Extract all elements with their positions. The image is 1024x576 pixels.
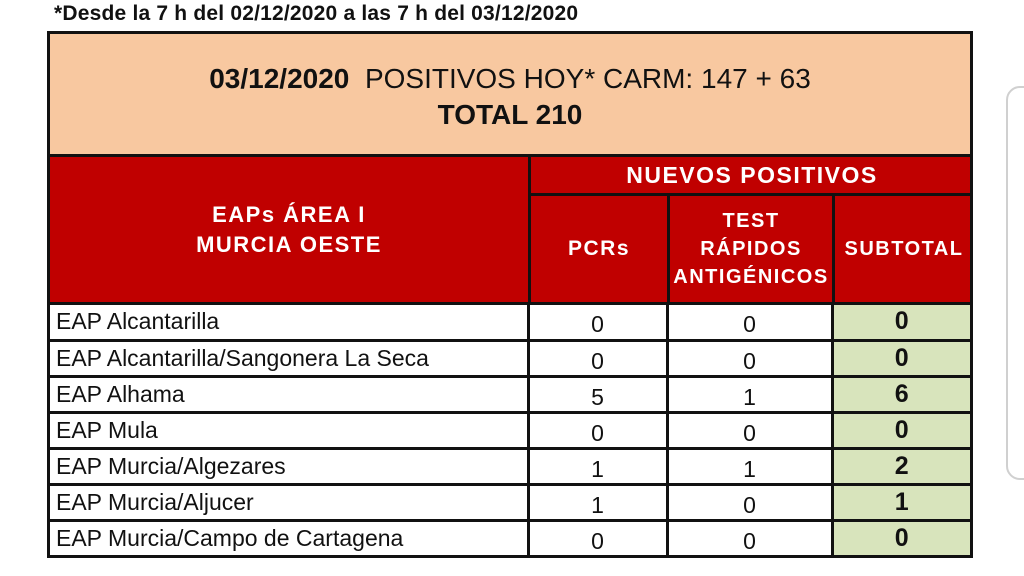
positives-sheet [47, 31, 973, 558]
subtotal-cell: 0 [832, 412, 970, 448]
test-cell: 1 [667, 448, 832, 484]
scrollbar[interactable] [1006, 86, 1024, 480]
table-row [50, 376, 970, 412]
subtotal-cell: 0 [832, 520, 970, 556]
header-nuevos-positivos: NUEVOS POSITIVOS [626, 161, 878, 188]
pcr-cell: 1 [528, 448, 667, 484]
footnote: *Desde la 7 h del 02/12/2020 a las 7 h del 03/12/2020 [54, 2, 579, 25]
test-cell: 0 [667, 340, 832, 376]
test-cell: 0 [667, 520, 832, 556]
header-eap: EAPs ÁREA I MURCIA OESTE [196, 201, 382, 257]
eap-name-cell: EAP Alcantarilla/Sangonera La Seca [50, 340, 528, 376]
test-cell: 0 [667, 305, 832, 340]
pcr-cell: 0 [528, 340, 667, 376]
table-row [50, 520, 970, 556]
pcr-cell: 1 [528, 484, 667, 520]
subtotal-cell: 6 [832, 376, 970, 412]
eap-name-cell: EAP Murcia/Algezares [50, 448, 528, 484]
header-subtotal: SUBTOTAL [844, 237, 964, 260]
table-header [50, 157, 970, 305]
eap-name-cell: EAP Alhama [50, 376, 528, 412]
eap-name-cell: EAP Mula [50, 412, 528, 448]
subtotal-cell: 0 [832, 305, 970, 340]
table-row [50, 340, 970, 376]
eap-name-cell: EAP Murcia/Aljucer [50, 484, 528, 520]
header-pcrs: PCRs [567, 237, 631, 260]
subtotal-cell: 1 [832, 484, 970, 520]
pcr-cell: 0 [528, 305, 667, 340]
subtotal-cell: 2 [832, 448, 970, 484]
title-total: TOTAL 210 [437, 99, 583, 130]
test-cell: 0 [667, 412, 832, 448]
header-test-rapidos: TEST RÁPIDOS ANTIGÉNICOS [673, 210, 829, 288]
table-row [50, 305, 970, 340]
table-row [50, 484, 970, 520]
title-date: 03/12/2020 [209, 63, 350, 94]
pcr-cell: 0 [528, 520, 667, 556]
table-row [50, 448, 970, 484]
title-line [50, 61, 970, 97]
eap-name-cell: EAP Alcantarilla [50, 305, 528, 340]
table-row [50, 412, 970, 448]
subtotal-cell: 0 [832, 340, 970, 376]
eap-name-cell: EAP Murcia/Campo de Cartagena [50, 520, 528, 556]
eap-table [50, 305, 970, 558]
title-text: POSITIVOS HOY* CARM: 147 + 63 [364, 63, 811, 94]
test-cell: 1 [667, 376, 832, 412]
pcr-cell: 5 [528, 376, 667, 412]
pcr-cell: 0 [528, 412, 667, 448]
test-cell: 0 [667, 484, 832, 520]
title-box [50, 34, 970, 157]
